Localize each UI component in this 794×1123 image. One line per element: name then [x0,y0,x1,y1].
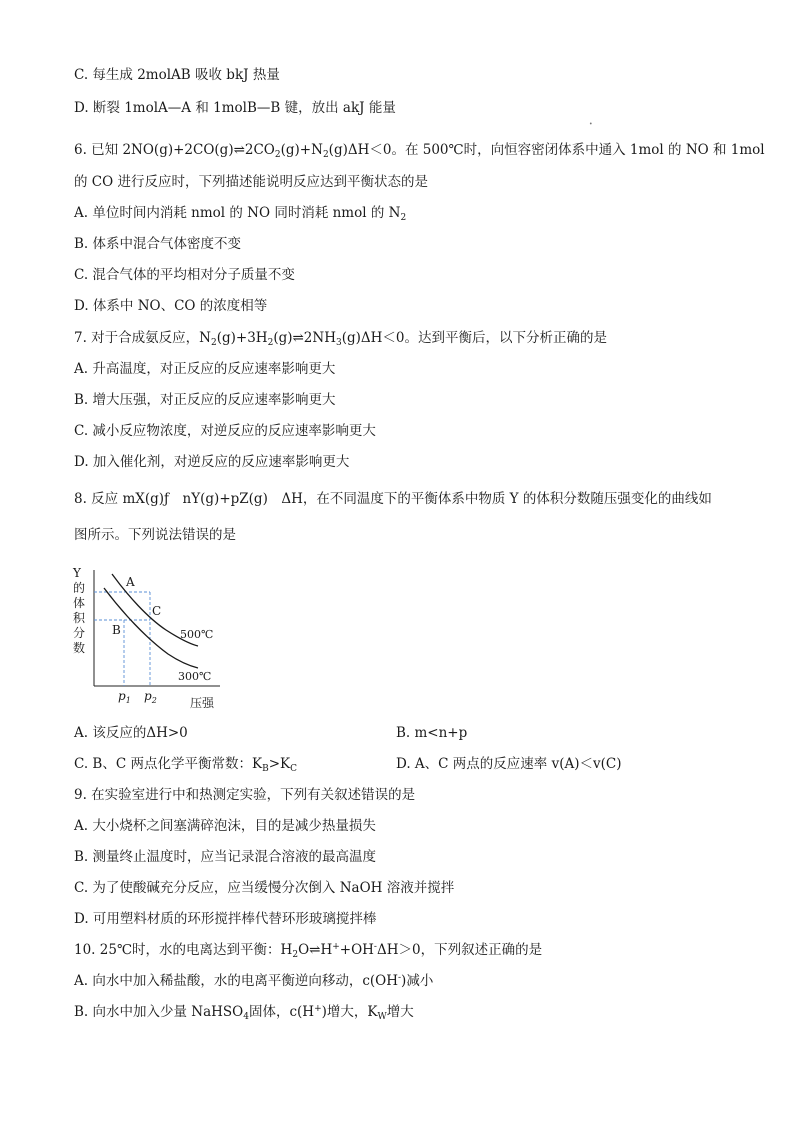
q7-option-b: B. 增大压强，对正反应的反应速率影响更大 [74,392,336,408]
q9-option-c: C. 为了使酸碱充分反应，应当缓慢分次倒入 NaOH 溶液并搅拌 [74,880,455,896]
p2-label: $p_2$ [144,689,157,705]
q6-option-d: D. 体系中 NO、CO 的浓度相等 [74,298,268,314]
y-label-char-1: Y [73,566,81,580]
q7-option-a: A. 升高温度，对正反应的反应速率影响更大 [74,361,336,377]
q10-option-b: B. 向水中加入少量 NaHSO$_4$固体，c(H+)增大，$K_W$增大 [74,1004,414,1022]
q8-option-a: A. 该反应的ΔH>0 [74,725,188,741]
q8-figure [70,562,230,712]
q8-option-c: C. B、C 两点化学平衡常数：$K_B>K_C$ [74,756,297,774]
q6-stem-line1: 6. 已知 $2NO(g)+2CO(g)\rightleftharpoons 2CO_2(g)+N_2(g)\Delta H<0$。在 500℃时，向恒容密闭体系中通入 1mol 的 NO 和 1mol [74,142,765,160]
q6-option-c: C. 混合气体的平均相对分子质量不变 [74,267,295,283]
q6-option-b: B. 体系中混合气体密度不变 [74,236,242,252]
q6-option-a: A. 单位时间内消耗 nmol 的 NO 同时消耗 nmol 的 $N_2$ [74,205,407,223]
q10-stem: 10. 25℃时，水的电离达到平衡：$H_2O\rightleftharpoons H^++OH^-\Delta H>0$，下列叙述正确的是 [74,942,543,960]
q8-stem-line2: 图所示。下列说法错误的是 [74,527,236,543]
q9-option-b: B. 测量终止温度时，应当记录混合溶液的最高温度 [74,849,377,865]
q6-stem-line2: 的 CO 进行反应时，下列描述能说明反应达到平衡状态的是 [74,174,428,190]
y-label-char-2: 的 [73,581,86,595]
p1-label: $p_1$ [118,689,131,705]
y-label-char-3: 体 [73,596,86,610]
point-b-label: B [112,623,121,637]
q8-stem-line1: 8. 反应 mX(g)ƒ nY(g)+pZ(g) ΔH，在不同温度下的平衡体系中物质 Y 的体积分数随压强变化的曲线如 [74,491,712,507]
q7-option-c: C. 减小反应物浓度，对逆反应的反应速率影响更大 [74,423,376,439]
curve-500-label: 500℃ [180,628,214,641]
q10-option-a: A. 向水中加入稀盐酸，水的电离平衡逆向移动，c(OH-)减小 [74,973,434,989]
y-label-char-5: 分 [73,626,86,640]
y-label-char-6: 数 [73,641,86,655]
q7-option-d: D. 加入催化剂，对逆反应的反应速率影响更大 [74,454,350,470]
q5-option-c: C. 每生成 2molAB 吸收 bkJ 热量 [74,67,280,83]
point-a-label: A [126,575,135,589]
q9-option-d: D. 可用塑料材质的环形搅拌棒代替环形玻璃搅拌棒 [74,911,377,927]
q9-stem: 9. 在实验室进行中和热测定实验，下列有关叙述错误的是 [74,787,416,803]
q8-option-b: B. m<n+p [396,725,468,741]
q9-option-a: A. 大小烧杯之间塞满碎泡沫，目的是减少热量损失 [74,818,376,834]
q7-stem: 7. 对于合成氨反应，$N_2(g)+3H_2(g)\rightleftharpoons 2NH_3(g)\Delta H<0$。达到平衡后，以下分析正确的是 [74,330,608,348]
y-label-char-4: 积 [73,611,86,625]
q5-option-d: D. 断裂 1molA—A 和 1molB—B 键，放出 akJ 能量 [74,100,396,116]
point-c-label: C [152,604,162,618]
curve-300-label: 300℃ [178,670,212,683]
stray-dot: • [589,121,593,128]
x-axis-label: 压强 [190,696,215,710]
q8-option-d: D. A、C 两点的反应速率 v(A)＜v(C) [396,756,622,772]
